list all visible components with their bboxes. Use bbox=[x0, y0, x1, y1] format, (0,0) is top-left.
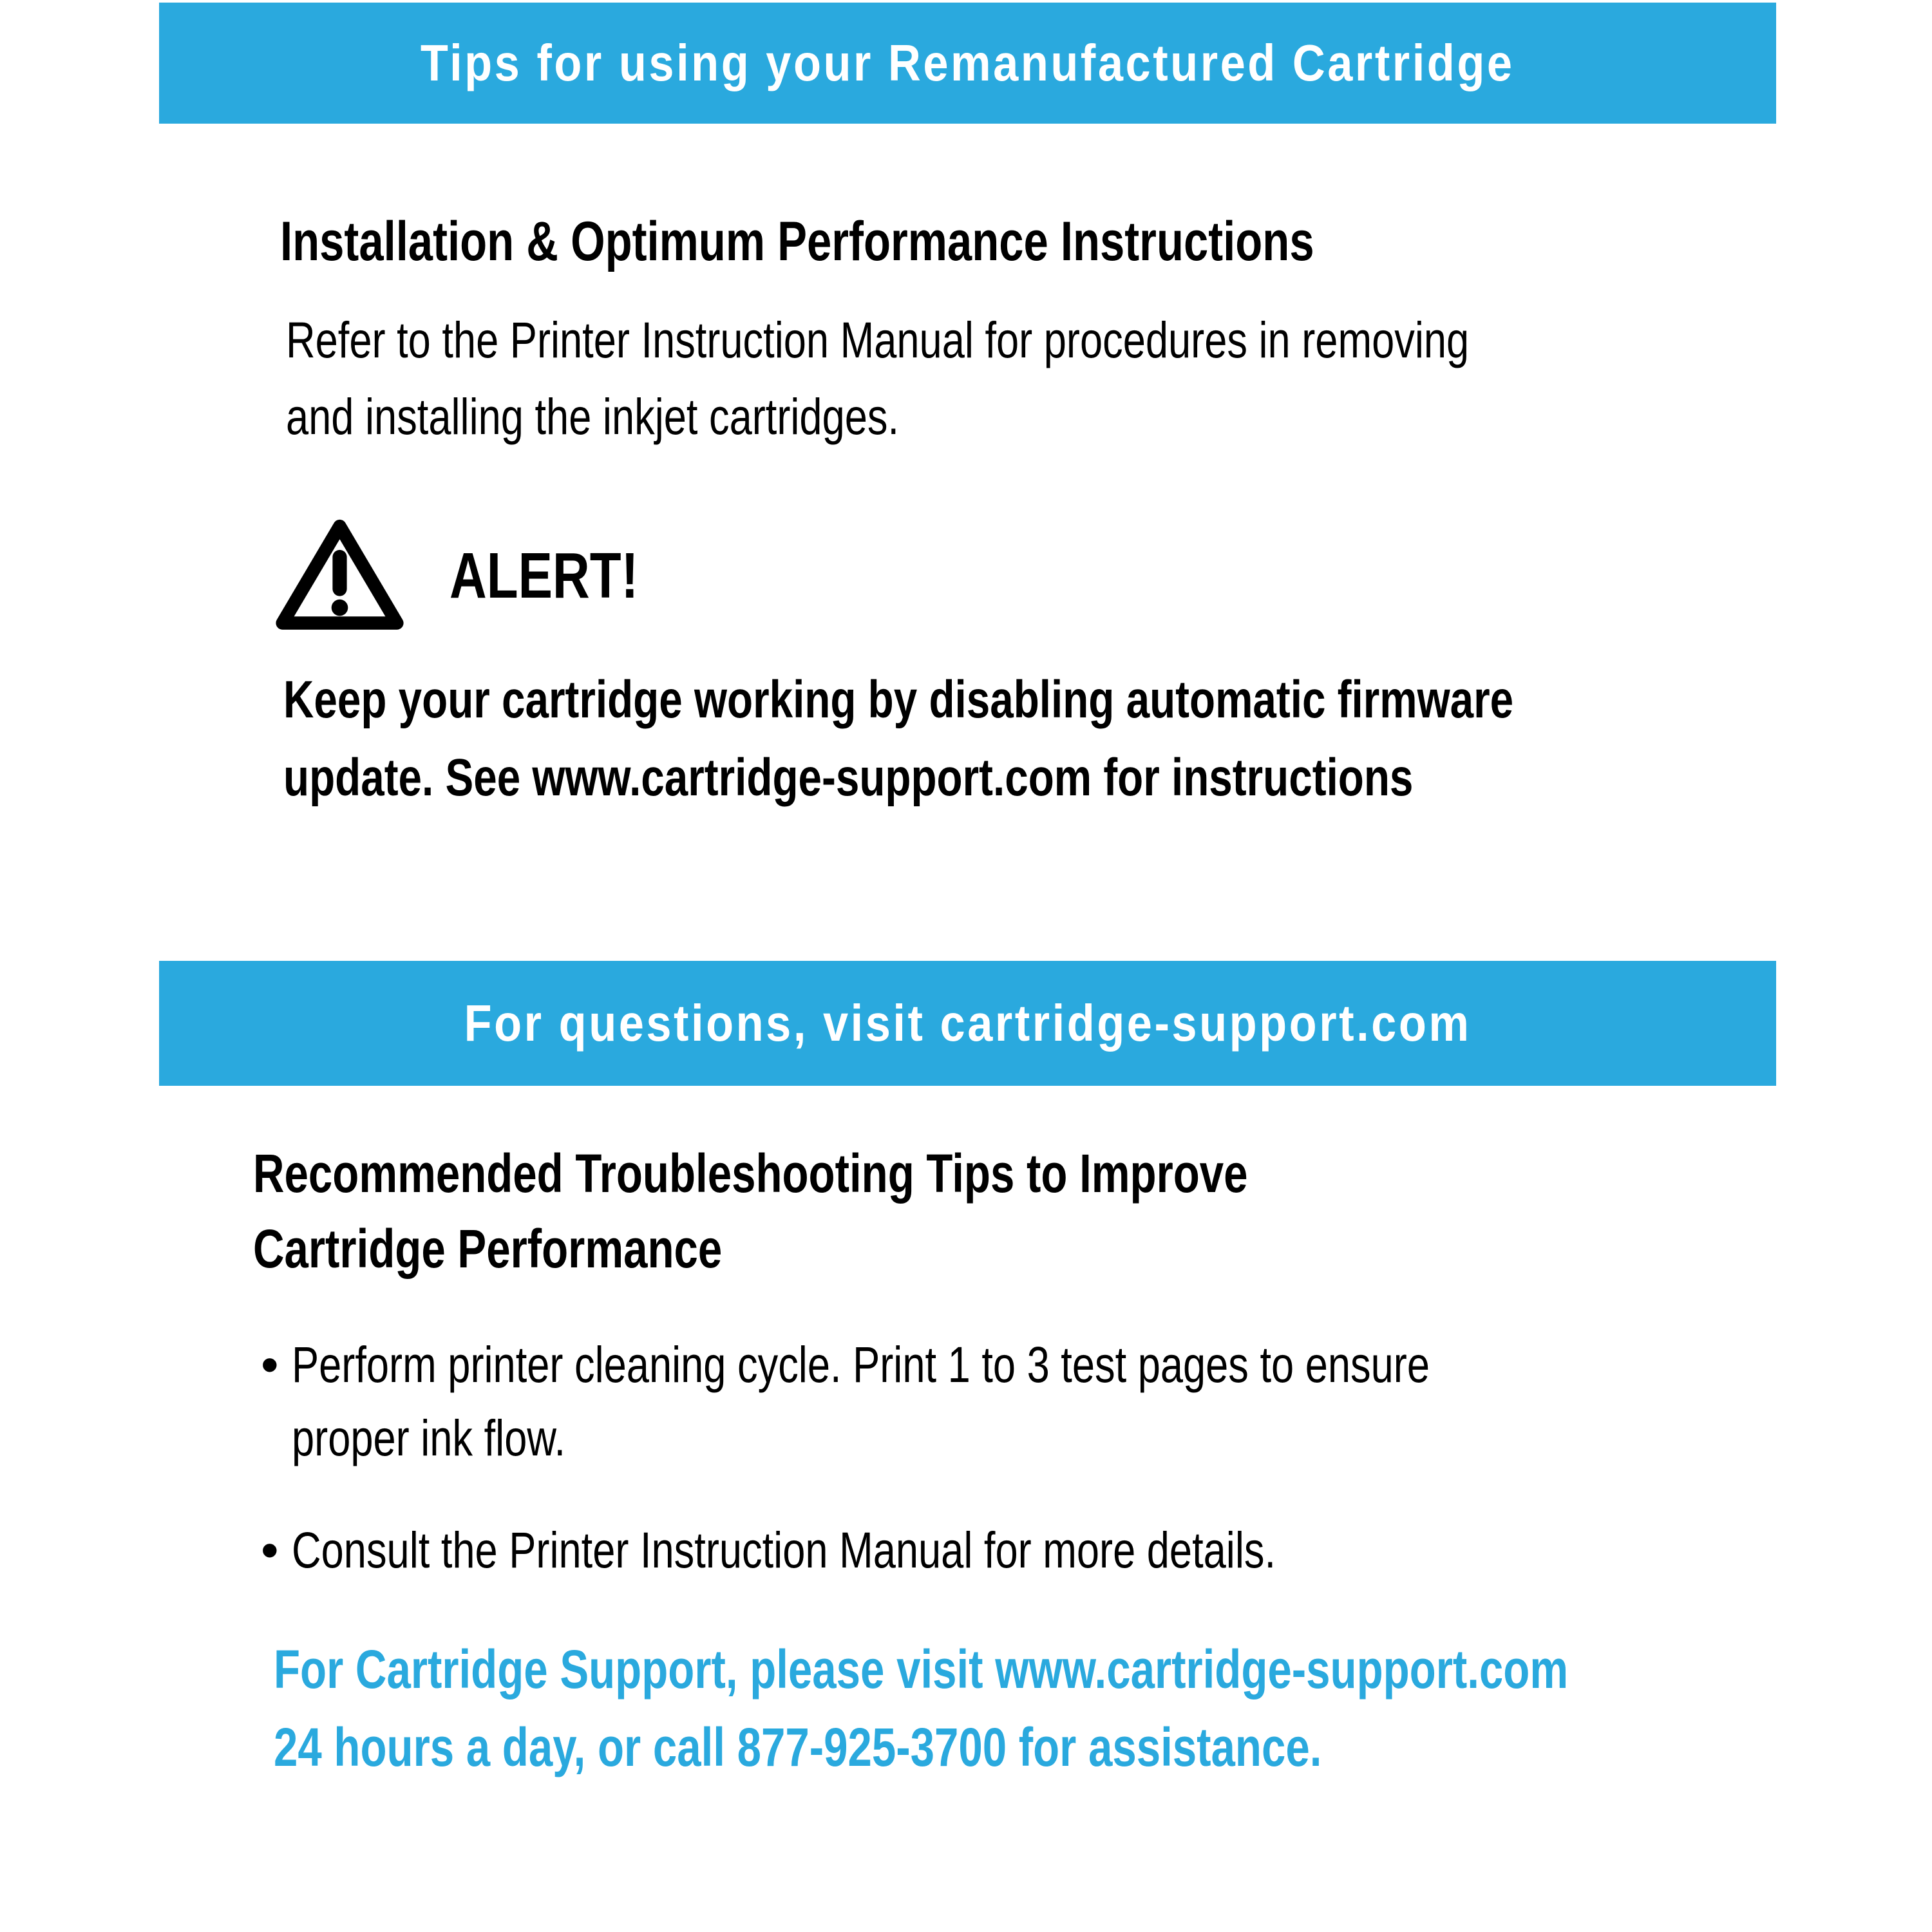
list-item-text bbox=[292, 1513, 1522, 1587]
support-contact bbox=[274, 1631, 1892, 1786]
alert-body bbox=[283, 661, 1821, 817]
list-item-line-1: Perform printer cleaning cycle. Print 1 to 3 test pages to ensure bbox=[292, 1336, 1430, 1393]
installation-body-line-1: Refer to the Printer Instruction Manual for procedures in removing bbox=[286, 311, 1470, 368]
alert-section bbox=[274, 515, 686, 636]
installation-body bbox=[286, 301, 1765, 455]
installation-body-line-2: and installing the inkjet cartridges. bbox=[286, 388, 900, 445]
installation-heading bbox=[280, 210, 1573, 274]
list-item bbox=[261, 1513, 1714, 1587]
support-contact-line-1: For Cartridge Support, please visit www.cartridge-support.com bbox=[274, 1639, 1569, 1700]
list-item-line-2: proper ink flow. bbox=[292, 1409, 566, 1466]
list-item-text bbox=[292, 1328, 1714, 1475]
questions-banner-title: For questions, visit cartridge-support.com bbox=[464, 994, 1472, 1052]
installation-heading-text: Installation & Optimum Performance Instructions bbox=[280, 211, 1314, 272]
alert-label bbox=[450, 539, 686, 613]
questions-banner bbox=[159, 961, 1776, 1086]
alert-body-line-1: Keep your cartridge working by disabling automatic firmware bbox=[283, 670, 1514, 729]
alert-label-text: ALERT! bbox=[450, 539, 639, 612]
list-item-line-1: Consult the Printer Instruction Manual for more details. bbox=[292, 1521, 1276, 1578]
bullet-marker: • bbox=[261, 1336, 279, 1393]
tips-list bbox=[261, 1328, 1714, 1587]
troubleshooting-heading-line-1: Recommended Troubleshooting Tips to Improve bbox=[253, 1143, 1248, 1204]
support-contact-line-2: 24 hours a day, or call 877-925-3700 for assistance. bbox=[274, 1717, 1322, 1777]
alert-body-line-2: update. See www.cartridge-support.com for instructions bbox=[283, 748, 1414, 807]
top-banner bbox=[159, 3, 1776, 124]
bullet-marker: • bbox=[261, 1521, 279, 1578]
top-banner-title: Tips for using your Remanufactured Cartridge bbox=[421, 34, 1515, 91]
list-item bbox=[261, 1328, 1714, 1475]
troubleshooting-heading bbox=[253, 1136, 1497, 1287]
warning-triangle-icon bbox=[274, 515, 406, 636]
troubleshooting-heading-line-2: Cartridge Performance bbox=[253, 1218, 723, 1279]
